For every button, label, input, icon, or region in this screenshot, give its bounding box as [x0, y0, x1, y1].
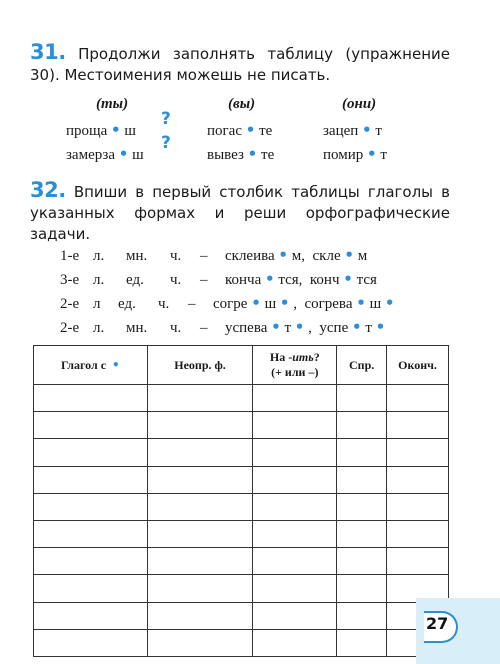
- word-pomirt: [323, 145, 387, 164]
- blank-dot: •: [245, 121, 256, 139]
- table-cell: [34, 520, 148, 547]
- word-part: успева: [225, 320, 268, 336]
- word-part: м: [357, 248, 368, 264]
- table-cell: [34, 629, 148, 656]
- word-part: т: [365, 320, 372, 336]
- blank-dot: •: [118, 145, 129, 163]
- table-cell: [253, 575, 337, 602]
- word-part: тся,: [278, 272, 303, 288]
- table-header-row: [34, 346, 449, 385]
- word-part: т: [284, 320, 292, 336]
- exercise-32: [30, 180, 450, 245]
- word-part: скле: [312, 248, 341, 264]
- table-cell: [387, 439, 449, 466]
- word-part: ш: [369, 296, 382, 312]
- number-abbr: мн.: [126, 320, 148, 336]
- word-part: тся: [356, 272, 377, 288]
- table-cell: [253, 548, 337, 575]
- table-row: [34, 466, 449, 493]
- word-part: те: [261, 147, 275, 163]
- word-part: конч: [309, 272, 340, 288]
- table-cell: [387, 385, 449, 412]
- table-row: [34, 493, 449, 520]
- person-abbr: л.: [93, 320, 105, 336]
- table-cell: [34, 439, 148, 466]
- word-part: зацеп: [323, 123, 359, 139]
- table-cell: [253, 439, 337, 466]
- question-mark-icon: ?: [161, 133, 171, 153]
- word-part: успе: [319, 320, 349, 336]
- table-row: [34, 548, 449, 575]
- dash: –: [200, 248, 208, 264]
- table-cell: [147, 575, 253, 602]
- table-row: [34, 520, 449, 547]
- table-cell: [34, 602, 148, 629]
- blank-dot: •: [278, 246, 289, 264]
- blank-dot: •: [356, 294, 366, 312]
- table-cell: [337, 466, 387, 493]
- blank-dot: •: [111, 121, 121, 139]
- table-row: [34, 439, 449, 466]
- blank-dot: •: [247, 145, 258, 163]
- table-cell: [34, 466, 148, 493]
- number-word: ч.: [170, 248, 182, 264]
- word-proshash: [66, 121, 136, 140]
- question-mark-icon: ?: [161, 109, 171, 129]
- person-abbr: л.: [93, 272, 105, 288]
- table-cell: [147, 629, 253, 656]
- table-cell: [387, 466, 449, 493]
- word-part: согрева: [304, 296, 353, 312]
- table-cell: [34, 548, 148, 575]
- table-cell: [387, 493, 449, 520]
- table-cell: [337, 520, 387, 547]
- blank-dot: •: [362, 121, 372, 139]
- person-abbr: л: [93, 296, 101, 312]
- number-word: ч.: [158, 296, 170, 312]
- answer-table: [33, 345, 449, 657]
- table-row: [34, 412, 449, 439]
- column-header-ty: (ты): [96, 96, 129, 112]
- number-abbr: мн.: [126, 248, 148, 264]
- table-cell: [387, 548, 449, 575]
- dash: –: [188, 296, 196, 312]
- blank-dot: •: [251, 294, 261, 312]
- column-header-vy: (вы): [228, 96, 256, 112]
- word-part: помир: [323, 147, 364, 163]
- header-ending-check: На -ить? (+ или –): [253, 346, 337, 385]
- verb-line-1: [60, 246, 367, 265]
- word-part: ш: [124, 123, 136, 139]
- table-cell: [147, 412, 253, 439]
- word-part: т: [375, 123, 382, 139]
- table-cell: [34, 412, 148, 439]
- table-cell: [337, 412, 387, 439]
- word-part: проща: [66, 123, 108, 139]
- table-cell: [253, 466, 337, 493]
- number-word: ч.: [170, 320, 182, 336]
- blank-dot: •: [279, 294, 290, 312]
- table-cell: [253, 629, 337, 656]
- table-cell: [147, 602, 253, 629]
- person: 1-е: [60, 248, 80, 264]
- word-vyvezte: [207, 145, 274, 164]
- word-part: т: [380, 147, 387, 163]
- table-cell: [253, 493, 337, 520]
- word-pogaste: [207, 121, 272, 140]
- blank-dot: •: [265, 270, 275, 288]
- table-cell: [337, 602, 387, 629]
- blank-dot: •: [384, 294, 395, 312]
- blank-dot: •: [294, 318, 305, 336]
- table-cell: [253, 520, 337, 547]
- dash: –: [200, 272, 208, 288]
- number-abbr: ед.: [126, 272, 144, 288]
- table-cell: [147, 439, 253, 466]
- number-word: ч.: [170, 272, 182, 288]
- table-cell: [387, 412, 449, 439]
- table-cell: [147, 466, 253, 493]
- word-zatsept: [323, 121, 382, 140]
- table-cell: [337, 575, 387, 602]
- table-cell: [147, 385, 253, 412]
- table-cell: [34, 385, 148, 412]
- exercise-31: [30, 42, 450, 86]
- exercise-32-number: 32.: [30, 178, 66, 202]
- word-part: вывез: [207, 147, 244, 163]
- word-part: м,: [291, 248, 306, 264]
- header-conjugation: Спр.: [337, 346, 387, 385]
- table-cell: [253, 385, 337, 412]
- header-ending: Оконч.: [387, 346, 449, 385]
- person-abbr: л.: [93, 248, 105, 264]
- blank-dot: •: [375, 318, 386, 336]
- verb-line-2: [60, 270, 377, 289]
- word-part: конча: [225, 272, 262, 288]
- exercise-32-text: Впиши в первый столбик таблицы глаголы в указанных формах и реши орфографические задачи.: [30, 183, 450, 243]
- person: 2-е: [60, 320, 80, 336]
- blank-dot: •: [367, 145, 377, 163]
- person: 3-е: [60, 272, 80, 288]
- blank-dot: •: [344, 246, 354, 264]
- header-verb: Глагол с •: [34, 346, 148, 385]
- verb-line-3: 2-е л ед. ч. – согре • ш • , согрева • ш •: [60, 294, 395, 312]
- table-cell: [147, 520, 253, 547]
- header-infinitive: Неопр. ф.: [147, 346, 253, 385]
- word-zamerzash: [66, 145, 144, 164]
- exercise-31-text: Продолжи заполнять таблицу (упражнение 30). Местоимения можешь не писать.: [30, 45, 450, 84]
- table-cell: [387, 520, 449, 547]
- table-cell: [253, 602, 337, 629]
- number-abbr: ед.: [118, 296, 136, 312]
- column-header-oni: (они): [342, 96, 377, 112]
- blank-dot: •: [343, 270, 353, 288]
- table-cell: [337, 385, 387, 412]
- table-cell: [147, 493, 253, 520]
- table-row: [34, 629, 449, 656]
- word-part: те: [259, 123, 273, 139]
- table-cell: [337, 629, 387, 656]
- blank-dot: •: [271, 318, 281, 336]
- table-row: [34, 575, 449, 602]
- word-part: ш: [264, 296, 277, 312]
- word-part: погас: [207, 123, 242, 139]
- table-cell: [337, 548, 387, 575]
- table-cell: [34, 493, 148, 520]
- table-row: [34, 602, 449, 629]
- table-cell: [147, 548, 253, 575]
- verb-line-4: 2-е л. мн. ч. – успева • т • , успе • т •: [60, 318, 386, 336]
- person: 2-е: [60, 296, 80, 312]
- table-cell: [34, 575, 148, 602]
- word-part: замерза: [66, 147, 115, 163]
- exercise-31-number: 31.: [30, 40, 66, 64]
- table-row: [34, 385, 449, 412]
- word-part: ш: [132, 147, 144, 163]
- table-cell: [337, 493, 387, 520]
- table-cell: [337, 439, 387, 466]
- blank-dot: •: [351, 318, 362, 336]
- table-cell: [253, 412, 337, 439]
- word-part: согре: [213, 296, 248, 312]
- word-part: склеива: [225, 248, 275, 264]
- dash: –: [200, 320, 208, 336]
- page-number: 27: [426, 614, 449, 633]
